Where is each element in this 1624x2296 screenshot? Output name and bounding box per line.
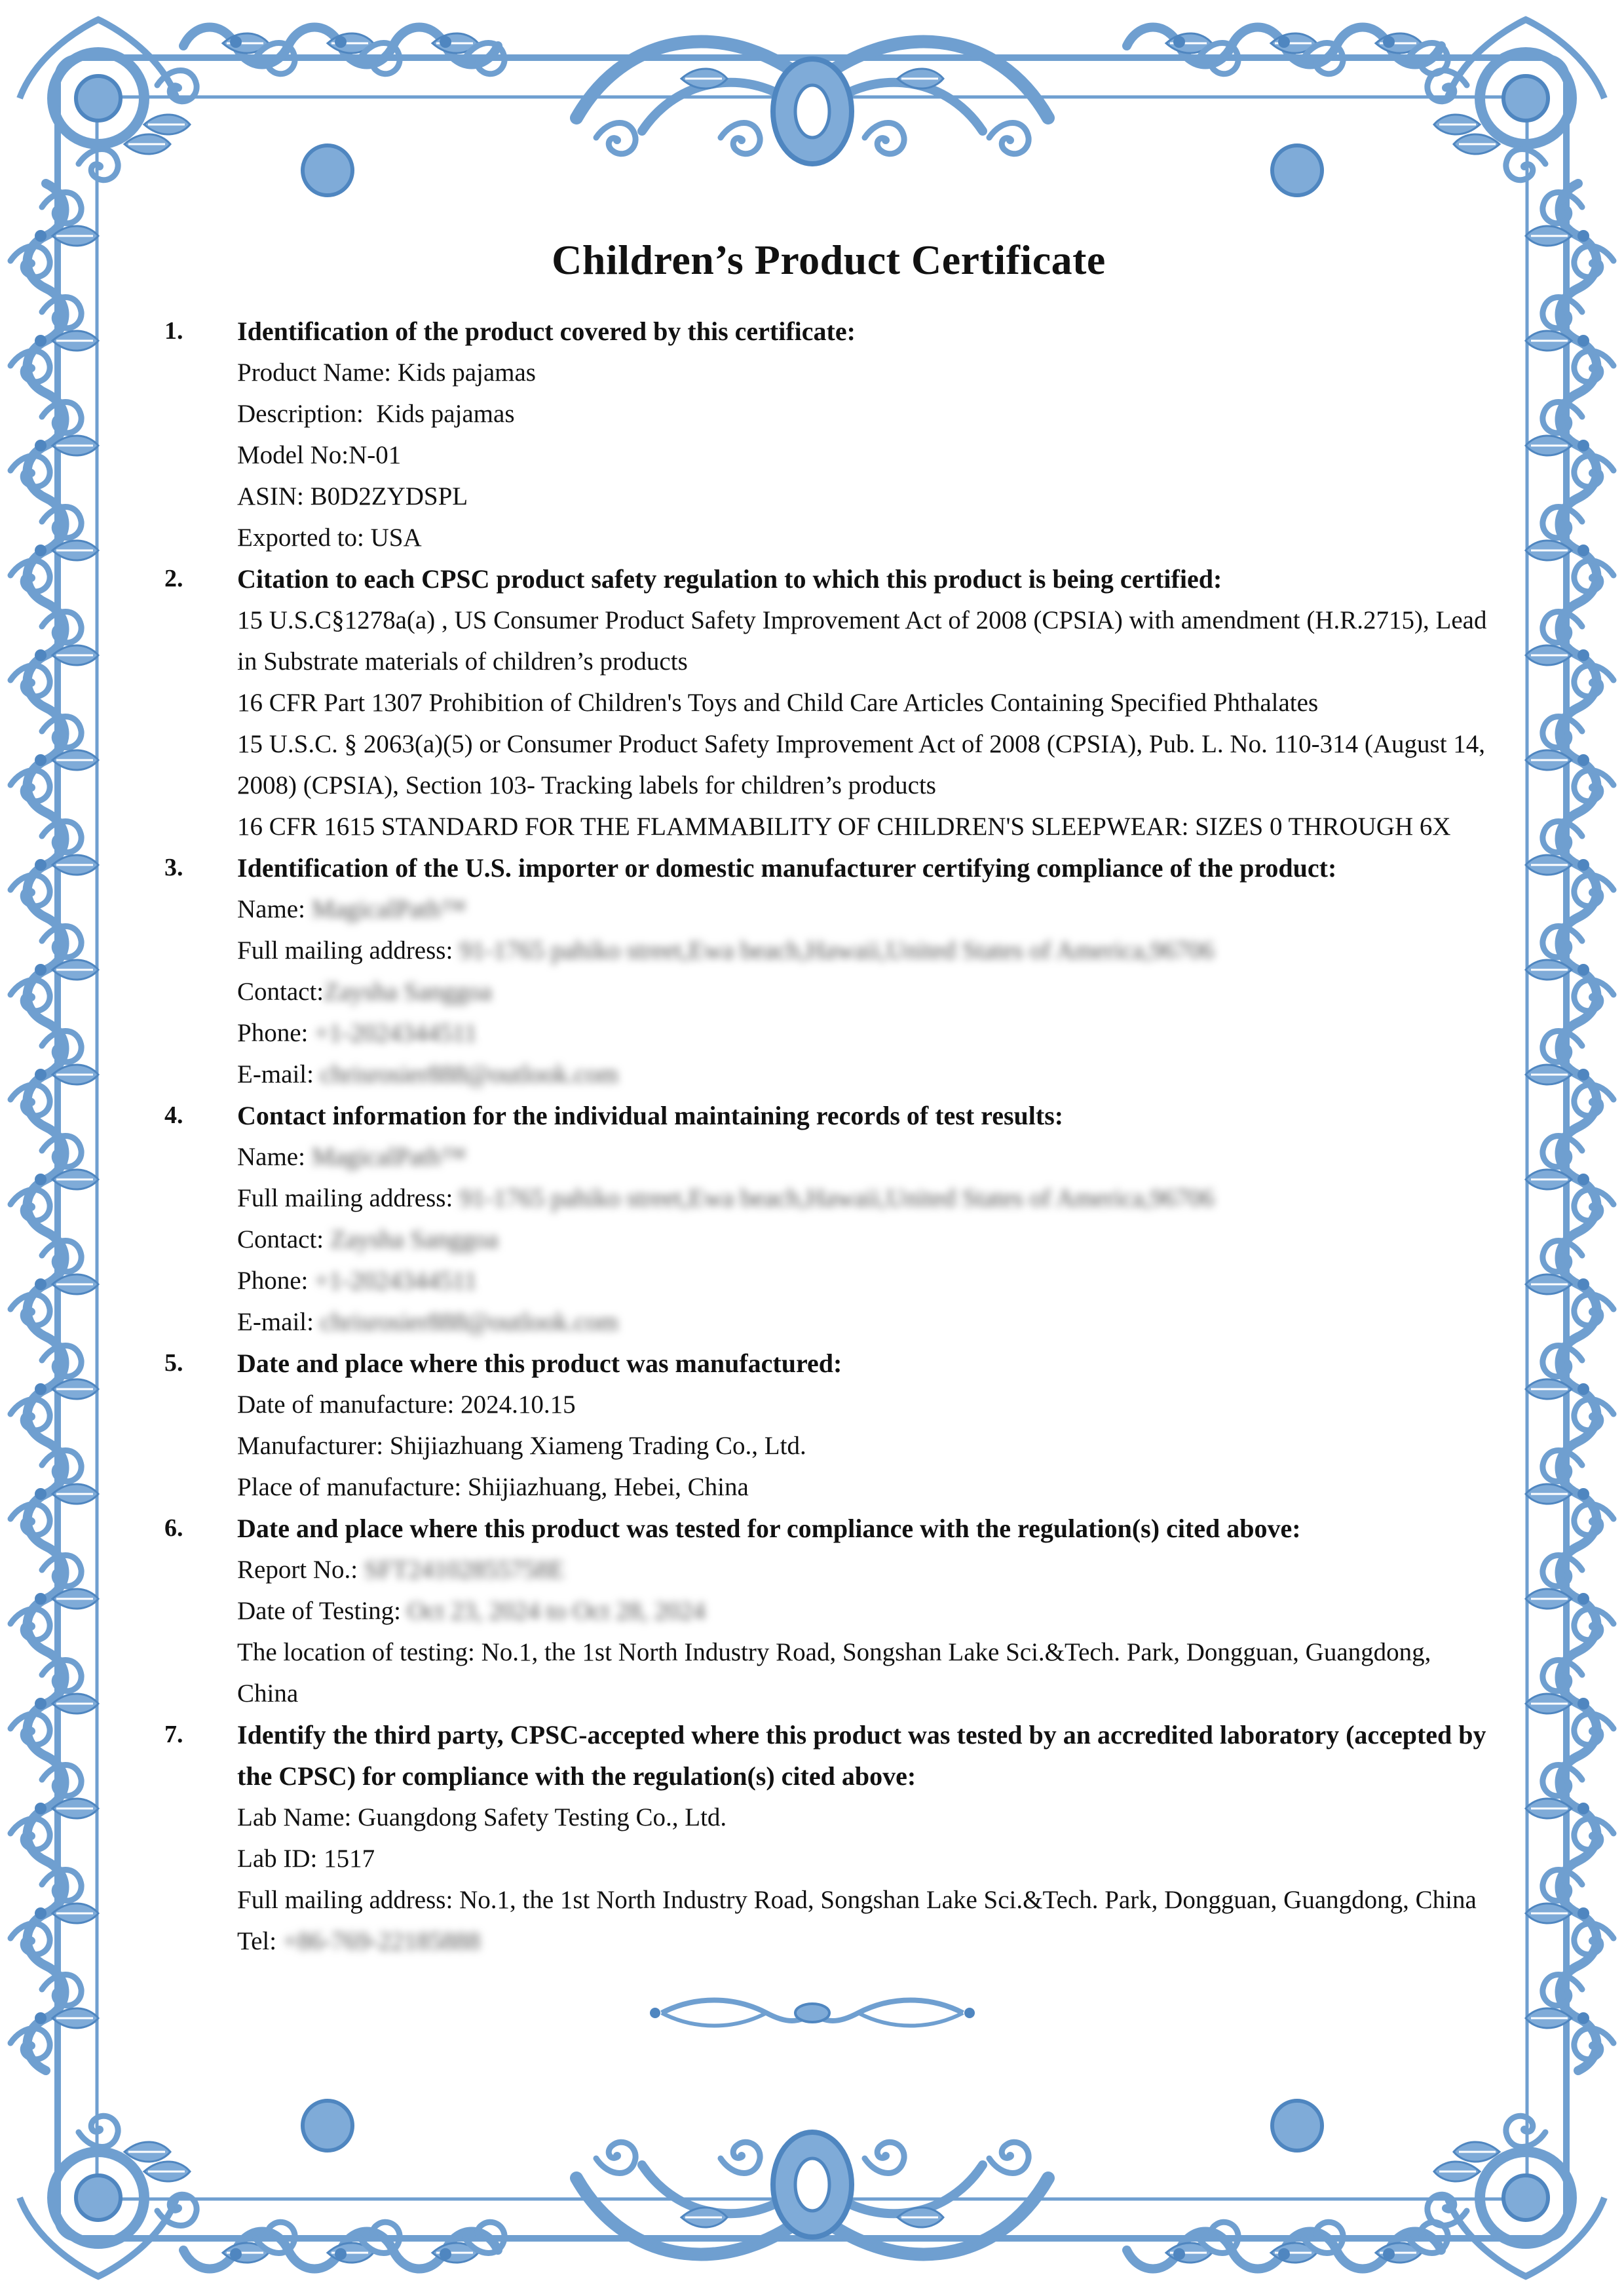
field-label: Date of Testing: bbox=[237, 1597, 407, 1625]
section-3 bbox=[154, 847, 1490, 1095]
model-no-value: N-01 bbox=[349, 441, 402, 469]
model-no-line bbox=[237, 434, 1490, 476]
importer-email-value: chrisrosier888@outlook.com bbox=[320, 1060, 618, 1088]
field-label: Contact: bbox=[237, 978, 324, 1006]
field-label: Manufacturer: bbox=[237, 1432, 390, 1460]
records-phone-value: +1-2024344511 bbox=[314, 1267, 478, 1295]
field-label: Phone: bbox=[237, 1019, 315, 1047]
certificate-title: Children’s Product Certificate bbox=[552, 237, 1106, 283]
section-number: 5. bbox=[164, 1349, 183, 1377]
section-heading: Date and place where this product was tested for compliance with the regulation(s) cited above: bbox=[237, 1514, 1301, 1543]
section-number: 3. bbox=[164, 854, 183, 881]
testing-location-value: No.1, the 1st North Industry Road, Songshan Lake Sci.&Tech. Park, Dongguan, Guangdong, China bbox=[237, 1638, 1431, 1708]
certificate-content bbox=[154, 236, 1490, 1962]
field-label: Lab ID: bbox=[237, 1845, 324, 1873]
section-heading: Identification of the U.S. importer or domestic manufacturer certifying compliance of the product: bbox=[237, 853, 1337, 883]
description-line bbox=[237, 393, 1490, 434]
manufacture-date-value: 2024.10.15 bbox=[461, 1390, 576, 1419]
manufacturer-line bbox=[237, 1425, 1490, 1466]
product-name-line bbox=[237, 352, 1490, 393]
report-no-line bbox=[237, 1549, 1490, 1590]
field-label: E-mail: bbox=[237, 1060, 320, 1088]
importer-phone-value: +1-2024344511 bbox=[314, 1019, 478, 1047]
importer-email-line bbox=[237, 1054, 1490, 1095]
field-label: Product Name: bbox=[237, 358, 398, 387]
section-4 bbox=[154, 1095, 1490, 1343]
asin-line bbox=[237, 476, 1490, 517]
regulation-cpsia-lead: 15 U.S.C§1278a(a) , US Consumer Product Safety Improvement Act of 2008 (CPSIA) with amendment (H.R.2715), Lead in Substrate materials of children’s products bbox=[237, 606, 1487, 676]
field-label: Model No: bbox=[237, 441, 349, 469]
product-name-value: Kids pajamas bbox=[397, 358, 536, 387]
field-label: Full mailing address: bbox=[237, 1184, 460, 1212]
section-number: 4. bbox=[164, 1101, 183, 1129]
section-heading: Contact information for the individual maintaining records of test results: bbox=[237, 1101, 1064, 1130]
field-label: Exported to: bbox=[237, 524, 371, 552]
section-7 bbox=[154, 1714, 1490, 1962]
description-value: Kids pajamas bbox=[376, 400, 515, 428]
field-label: Lab Name: bbox=[237, 1803, 358, 1831]
section-heading: Identification of the product covered by this certificate: bbox=[237, 316, 856, 346]
records-address-line bbox=[237, 1177, 1490, 1219]
lab-address-value: No.1, the 1st North Industry Road, Songshan Lake Sci.&Tech. Park, Dongguan, Guangdong, China bbox=[459, 1886, 1477, 1914]
section-6 bbox=[154, 1508, 1490, 1714]
testing-date-line bbox=[237, 1590, 1490, 1632]
records-name-value: MagicalPath™ bbox=[311, 1143, 466, 1171]
importer-contact-line bbox=[237, 971, 1490, 1012]
records-contact-value: Zaysha Sanggoa bbox=[330, 1225, 499, 1253]
records-name-line bbox=[237, 1136, 1490, 1177]
section-number: 7. bbox=[164, 1721, 183, 1748]
field-label: Tel: bbox=[237, 1927, 283, 1955]
lab-tel-value: +86-769-22185888 bbox=[282, 1927, 481, 1955]
records-address-value: 91-1765 pahiko street,Ewa beach,Hawaii,United States of America,96706 bbox=[459, 1184, 1215, 1212]
testing-date-value: Oct 23, 2024 to Oct 28, 2024 bbox=[407, 1597, 706, 1625]
section-5 bbox=[154, 1343, 1490, 1508]
field-label: Name: bbox=[237, 1143, 312, 1171]
section-heading: Citation to each CPSC product safety regulation to which this product is being certified: bbox=[237, 564, 1222, 594]
field-label: Full mailing address: bbox=[237, 936, 460, 965]
regulation-tracking-labels: 15 U.S.C. § 2063(a)(5) or Consumer Product Safety Improvement Act of 2008 (CPSIA), Pub. L. No. 110-314 (August 14, 2008) (CPSIA), Section 103- Tracking labels for children’s products bbox=[237, 730, 1486, 799]
section-heading: Date and place where this product was manufactured: bbox=[237, 1349, 842, 1378]
field-label: Report No.: bbox=[237, 1556, 364, 1584]
field-label: ASIN: bbox=[237, 482, 311, 510]
field-label: Contact: bbox=[237, 1225, 330, 1253]
importer-contact-value: Zaysha Sanggoa bbox=[324, 978, 492, 1006]
importer-address-value: 91-1765 pahiko street,Ewa beach,Hawaii,United States of America,96706 bbox=[459, 936, 1215, 965]
section-number: 2. bbox=[164, 565, 183, 592]
lab-name-value: Guangdong Safety Testing Co., Ltd. bbox=[358, 1803, 727, 1831]
importer-name-line bbox=[237, 889, 1490, 930]
field-label: Date of manufacture: bbox=[237, 1390, 461, 1419]
lab-name-line bbox=[237, 1797, 1490, 1838]
field-label: E-mail: bbox=[237, 1308, 320, 1336]
manufacture-place-line bbox=[237, 1466, 1490, 1508]
field-label: Place of manufacture: bbox=[237, 1473, 468, 1501]
section-number: 1. bbox=[164, 317, 183, 345]
records-contact-line bbox=[237, 1219, 1490, 1260]
lab-address-line bbox=[237, 1879, 1490, 1921]
lab-id-value: 1517 bbox=[324, 1845, 375, 1873]
regulation-phthalates: 16 CFR Part 1307 Prohibition of Children's Toys and Child Care Articles Containing Specified Phthalates bbox=[237, 689, 1319, 717]
field-label: The location of testing: bbox=[237, 1638, 482, 1666]
field-label: Full mailing address: bbox=[237, 1886, 460, 1914]
records-phone-line bbox=[237, 1260, 1490, 1301]
records-email-line bbox=[237, 1301, 1490, 1343]
section-1 bbox=[154, 311, 1490, 558]
field-label: Description: bbox=[237, 400, 377, 428]
section-heading: Identify the third party, CPSC-accepted where this product was tested by an accredited laboratory (accepted by the CPSC) for compliance with the regulation(s) cited above: bbox=[237, 1720, 1486, 1791]
manufacture-date-line bbox=[237, 1384, 1490, 1425]
lab-tel-line bbox=[237, 1921, 1490, 1962]
manufacture-place-value: Shijiazhuang, Hebei, China bbox=[467, 1473, 749, 1501]
lab-id-line bbox=[237, 1838, 1490, 1879]
report-no-value: SFT24102855758E bbox=[364, 1556, 565, 1584]
testing-location-line bbox=[237, 1632, 1490, 1714]
field-label: Name: bbox=[237, 895, 312, 923]
importer-name-value: MagicalPath™ bbox=[311, 895, 466, 923]
importer-phone-line bbox=[237, 1012, 1490, 1054]
section-number: 6. bbox=[164, 1514, 183, 1542]
regulation-flammability: 16 CFR 1615 STANDARD FOR THE FLAMMABILITY OF CHILDREN'S SLEEPWEAR: SIZES 0 THROUGH 6X bbox=[237, 813, 1451, 841]
manufacturer-value: Shijiazhuang Xiameng Trading Co., Ltd. bbox=[389, 1432, 806, 1460]
importer-address-line bbox=[237, 930, 1490, 971]
records-email-value: chrisrosier888@outlook.com bbox=[320, 1308, 618, 1336]
exported-to-value: USA bbox=[370, 524, 422, 552]
exported-to-line bbox=[237, 517, 1490, 558]
asin-value: B0D2ZYDSPL bbox=[310, 482, 468, 510]
section-2 bbox=[154, 558, 1490, 847]
field-label: Phone: bbox=[237, 1267, 315, 1295]
